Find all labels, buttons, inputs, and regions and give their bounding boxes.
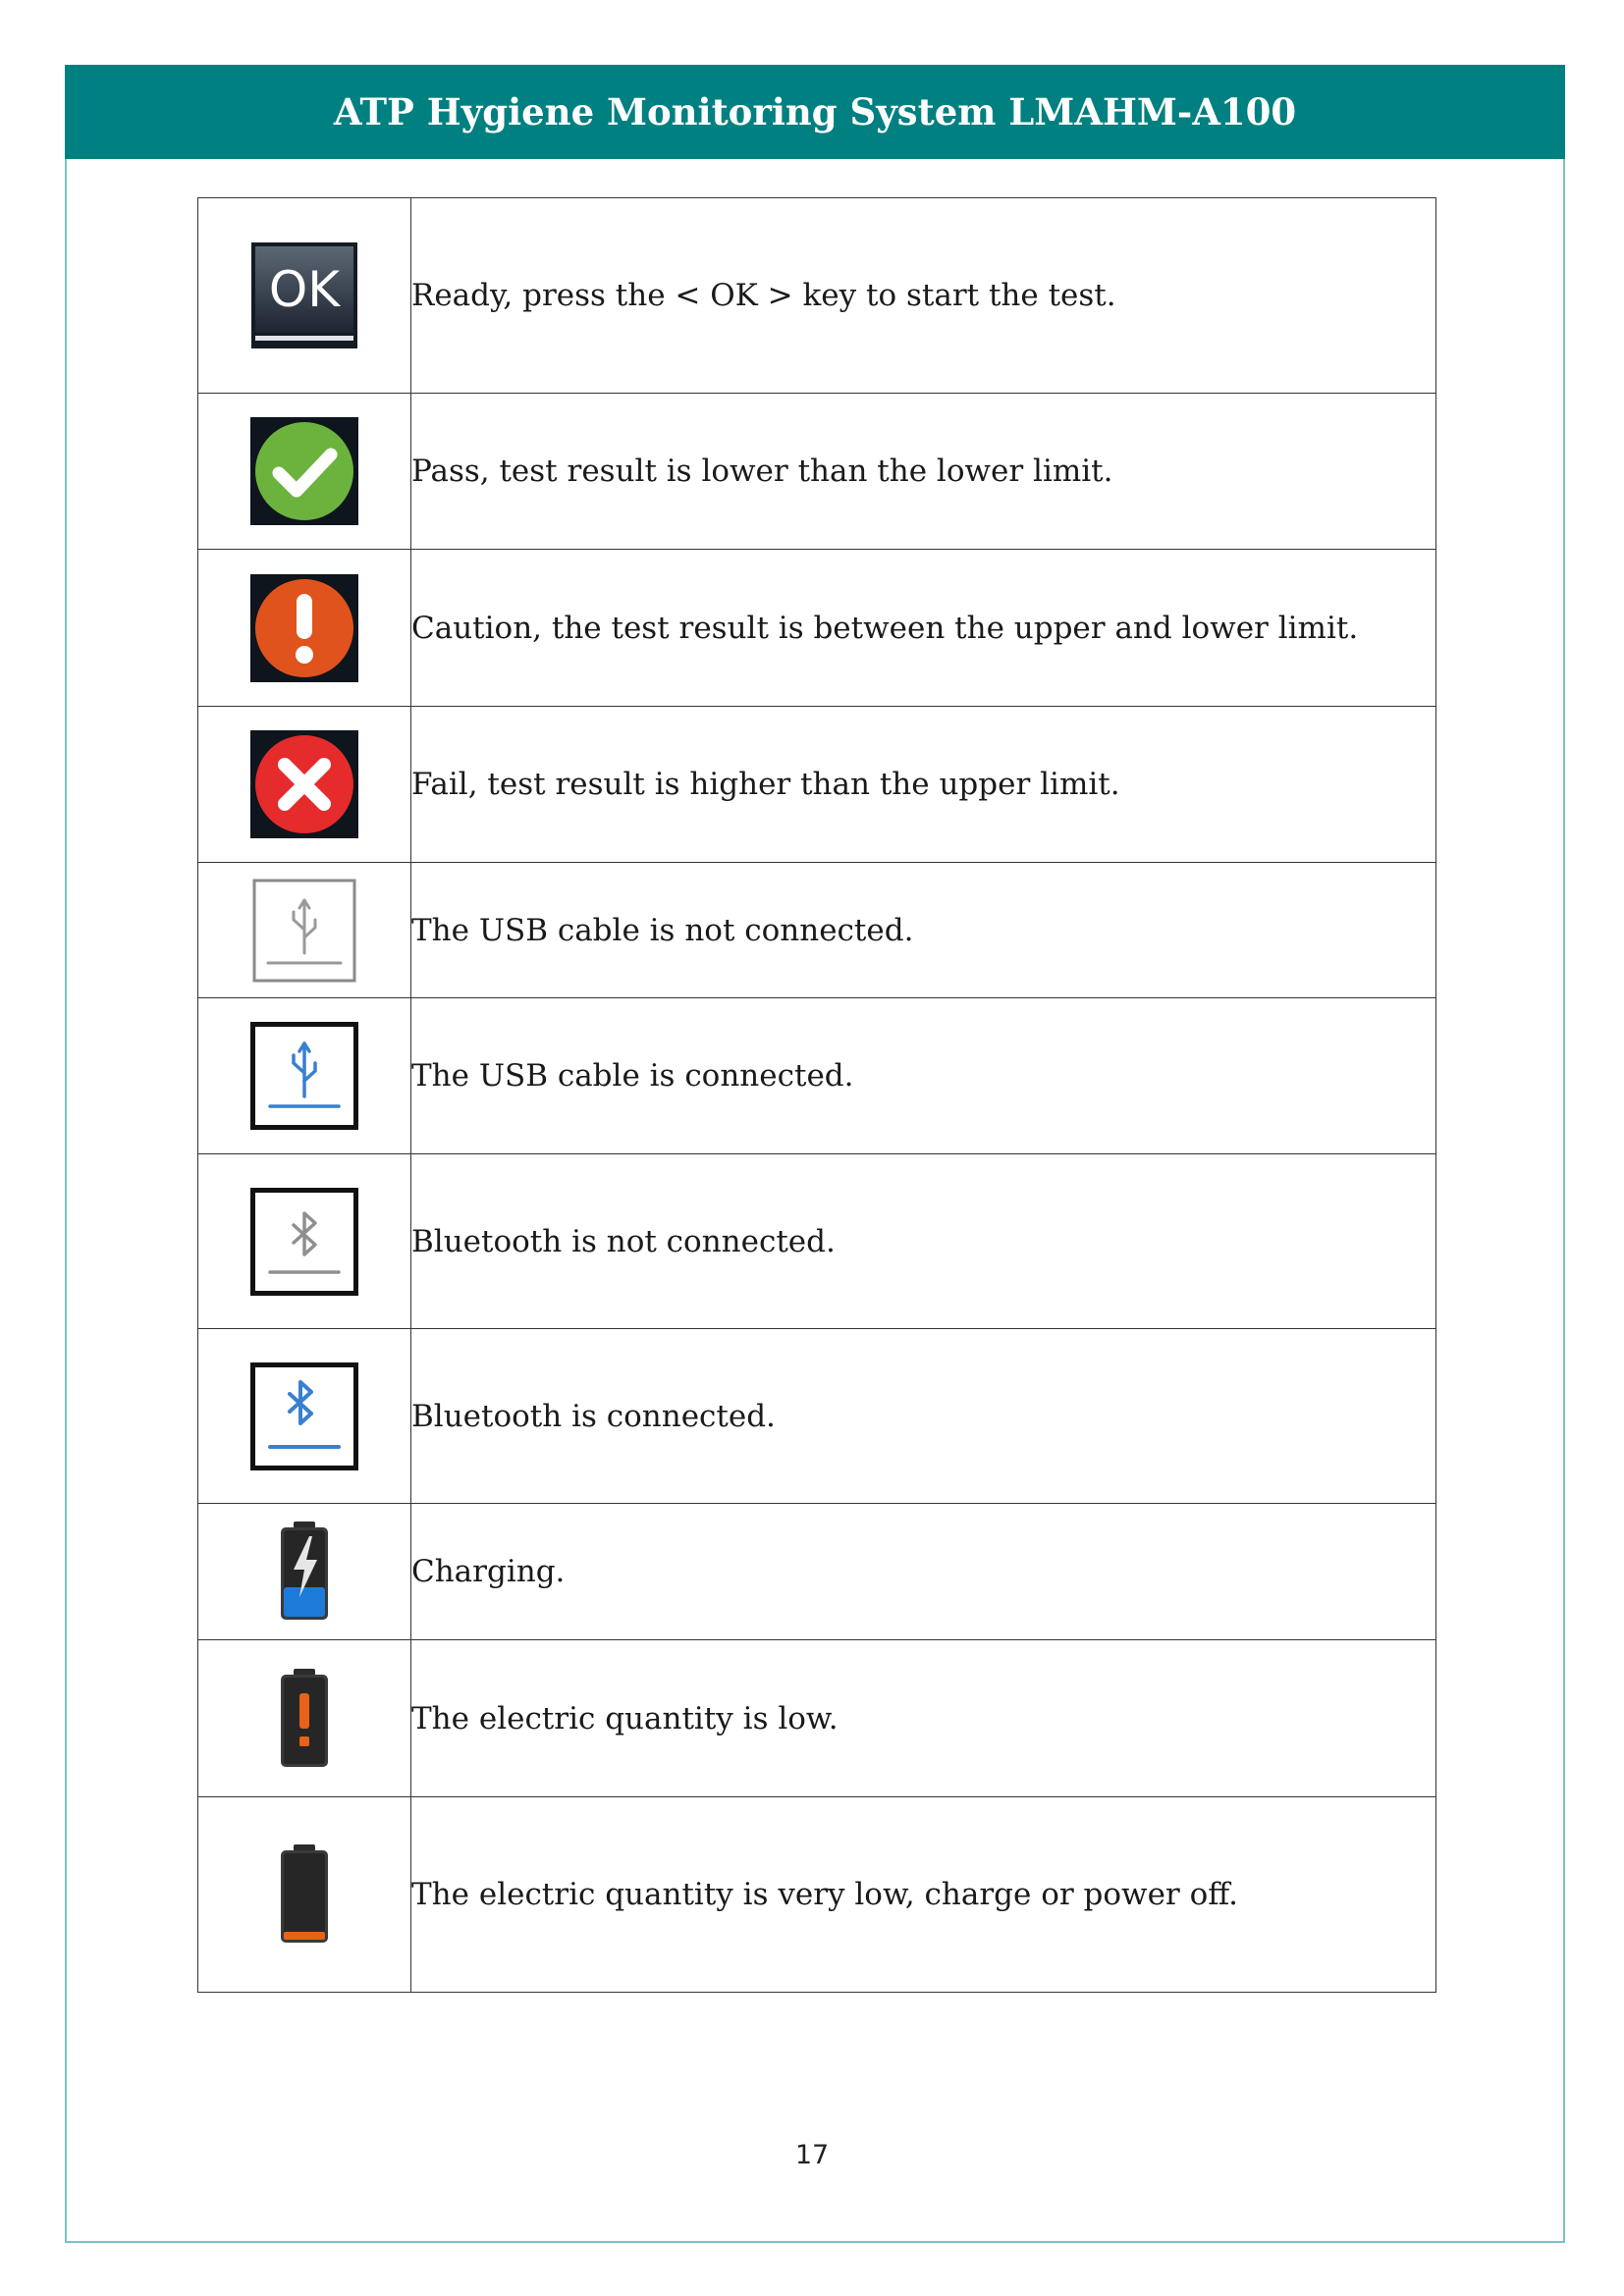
icon-cell xyxy=(198,550,411,707)
table-row xyxy=(198,550,1436,707)
table-row xyxy=(198,863,1436,998)
description-cell: Bluetooth is connected. xyxy=(411,1329,1436,1504)
ok-key-label: OK xyxy=(268,261,341,318)
document-header xyxy=(65,65,1565,159)
icon-cell xyxy=(198,1154,411,1329)
description-cell: Fail, test result is higher than the upper limit. xyxy=(411,707,1436,863)
fail-cross-icon xyxy=(250,730,358,838)
icon-cell xyxy=(198,1329,411,1504)
description-cell: Pass, test result is lower than the lower limit. xyxy=(411,394,1436,550)
table-row xyxy=(198,1154,1436,1329)
pass-check-icon xyxy=(250,417,358,525)
description-cell: The electric quantity is very low, charge or power off. xyxy=(411,1797,1436,1993)
icon-cell xyxy=(198,863,411,998)
battery-very-low-icon xyxy=(278,1843,331,1946)
usb-disconnected-icon xyxy=(252,879,356,983)
table-row xyxy=(198,998,1436,1154)
battery-charging-icon xyxy=(278,1521,331,1623)
description-cell: The USB cable is connected. xyxy=(411,998,1436,1154)
table-row xyxy=(198,394,1436,550)
document-title: ATP Hygiene Monitoring System LMAHM-A100 xyxy=(333,90,1297,133)
icon-cell xyxy=(198,1504,411,1640)
ok-key-icon xyxy=(250,241,358,349)
bluetooth-disconnected-icon xyxy=(250,1188,358,1296)
table-row xyxy=(198,707,1436,863)
battery-low-icon xyxy=(278,1668,331,1770)
description-cell: Caution, the test result is between the upper and lower limit. xyxy=(411,550,1436,707)
description-cell: The electric quantity is low. xyxy=(411,1640,1436,1797)
table-row xyxy=(198,1797,1436,1993)
table-row xyxy=(198,1504,1436,1640)
icon-cell xyxy=(198,1797,411,1993)
icon-cell xyxy=(198,394,411,550)
page-number: 17 xyxy=(794,2140,830,2170)
caution-exclamation-icon xyxy=(250,574,358,682)
table-row xyxy=(198,198,1436,394)
description-cell: Bluetooth is not connected. xyxy=(411,1154,1436,1329)
usb-connected-icon xyxy=(250,1022,358,1130)
bluetooth-connected-icon xyxy=(250,1362,358,1470)
icon-cell xyxy=(198,707,411,863)
description-cell: Ready, press the < OK > key to start the test. xyxy=(411,198,1436,394)
icon-cell xyxy=(198,1640,411,1797)
description-cell: The USB cable is not connected. xyxy=(411,863,1436,998)
icon-cell xyxy=(198,198,411,394)
icon-cell xyxy=(198,998,411,1154)
table-row xyxy=(198,1329,1436,1504)
status-icon-legend-table xyxy=(197,197,1436,1993)
description-cell: Charging. xyxy=(411,1504,1436,1640)
table-row xyxy=(198,1640,1436,1797)
